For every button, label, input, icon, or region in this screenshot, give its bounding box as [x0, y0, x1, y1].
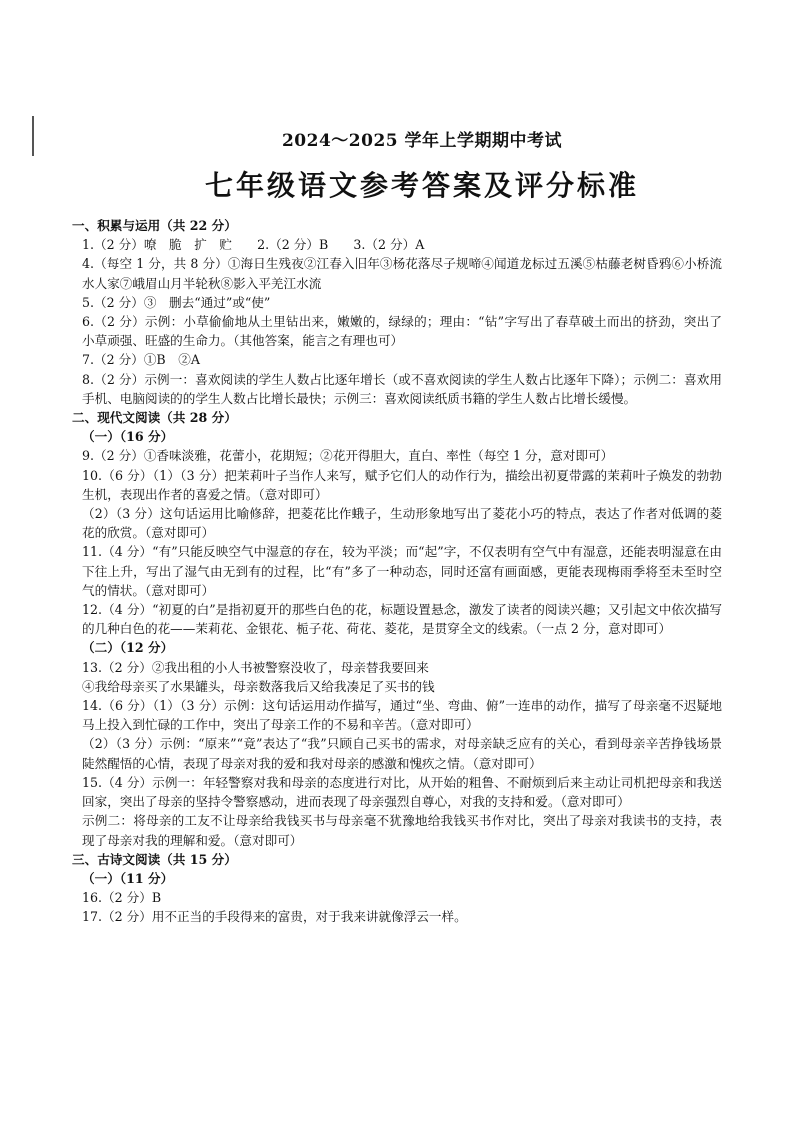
- answer-item: 4.（每空 1 分，共 8 分）①海日生残夜②江春入旧年③杨花落尽子规啼④闻道龙标过五溪⑤枯藤老树昏鸦⑥小桥流水人家⑦峨眉山月半轮秋⑧影入平羌江水流: [82, 256, 722, 291]
- scan-margin-mark: [32, 116, 34, 156]
- answer-item: 7.（2 分）①B ②A: [82, 352, 200, 368]
- answer-item: 12.（4 分）“初夏的白”是指初夏开的那些白色的花，标题设置悬念，激发了读者的阅读兴趣；又引起文中依次描写的几种白色的花——茉莉花、金银花、栀子花、荷花、菱花，是贯穿全文的线索。（一点 2 分，意对即可）: [82, 602, 722, 637]
- answer-item: ④我给母亲买了水果罐头，母亲数落我后又给我凑足了买书的钱: [82, 678, 435, 694]
- answer-item: 9.（2 分）①香味淡雅，花蕾小，花期短；②花开得胆大，直白、率性（每空 1 分，意对即可）: [82, 448, 614, 464]
- answer-item: 13.（2 分）②我出租的小人书被警察没收了，母亲替我要回来: [82, 659, 429, 675]
- answer-item: 14.（6 分）（1）（3 分）示例：这句话运用动作描写，通过“坐、弯曲、俯”一连串的动作，描写了母亲毫不迟疑地马上投入到忙碌的工作中，突出了母亲工作的不易和辛苦。（意对即可）: [82, 698, 722, 733]
- answer-item: （2）（3 分）示例：“原来”“竟”表达了“我”只顾自己买书的需求，对母亲缺乏应有的关心，看到母亲辛苦挣钱场景陡然醒悟的心情，表现了母亲对我的爱和我对母亲的感激和愧疚之情。（意对即可）: [82, 736, 722, 771]
- answer-item: 8.（2 分）示例一：喜欢阅读的学生人数占比逐年增长（或不喜欢阅读的学生人数占比逐年下降）；示例二：喜欢用手机、电脑阅读的的学生人数占比增长最快；示例三：喜欢阅读纸质书籍的学生人数占比增长缓慢。: [82, 371, 722, 406]
- answer-item: 15.（4 分）示例一：年轻警察对我和母亲的态度进行对比，从开始的粗鲁、不耐烦到后来主动让司机把母亲和我送回家，突出了母亲的坚持令警察感动，进而表现了母亲强烈自尊心，对我的支持和爱。（意对即可）: [82, 774, 722, 810]
- answer-item: 17.（2 分）用不正当的手段得来的富贵，对于我来讲就像浮云一样。: [82, 909, 467, 925]
- answer-item: 11.（4 分）“有”只能反映空气中湿意的存在，较为平淡；而“起”字，不仅表明有空气中有湿意，还能表明湿意在由下往上升，写出了湿气由无到有的过程，比“有”多了一种动态，同时还富有画面感，更能表现梅雨季将至未至时空气的情状。（意对即可）: [82, 544, 722, 598]
- answer-item: （2）（3 分）这句话运用比喻修辞，把菱花比作蛾子，生动形象地写出了菱花小巧的特点，表达了作者对低调的菱花的欣赏。（意对即可）: [82, 506, 722, 541]
- answer-sheet: [72, 128, 722, 927]
- answer-item: 16.（2 分）B: [82, 890, 162, 906]
- subsection-title: （一）（16 分）: [82, 429, 174, 445]
- answer-item: 10.（6 分）（1）（3 分）把茉莉叶子当作人来写，赋予它们人的动作行为，描绘出初夏带露的茉莉叶子焕发的勃勃生机，表现出作者的喜爱之情。（意对即可）: [82, 467, 722, 502]
- answer-item: 6.（2 分）示例：小草偷偷地从土里钻出来，嫩嫩的，绿绿的；理由：“钻”字写出了春草破土而出的挤劲，突出了小草顽强、旺盛的生命力。（其他答案，能言之有理也可）: [82, 314, 722, 349]
- answer-content: [72, 216, 722, 927]
- section-title: 二、现代文阅读（共 28 分）: [72, 410, 237, 426]
- answer-item: 示例二：将母亲的工友不让母亲给我钱买书与母亲毫不犹豫地给我钱买书作对比，突出了母亲对我读书的支持，表现了母亲对我的理解和爱。（意对即可）: [82, 813, 722, 848]
- subsection-title: （二）（12 分）: [82, 640, 174, 656]
- answer-item: 5.（2 分）③ 删去“通过”或“使”: [82, 294, 271, 310]
- exam-title: 2024～2025 学年上学期期中考试: [281, 131, 563, 151]
- answer-item: 1.（2 分）嘹 脆 扩 贮 2.（2 分）B 3.（2 分）A: [82, 237, 425, 253]
- section-title: 三、古诗文阅读（共 15 分）: [72, 851, 237, 867]
- subsection-title: （一）（11 分）: [82, 870, 174, 886]
- section-title: 一、积累与运用（共 22 分）: [72, 218, 237, 233]
- main-title: 七年级语文参考答案及评分标准: [204, 169, 639, 202]
